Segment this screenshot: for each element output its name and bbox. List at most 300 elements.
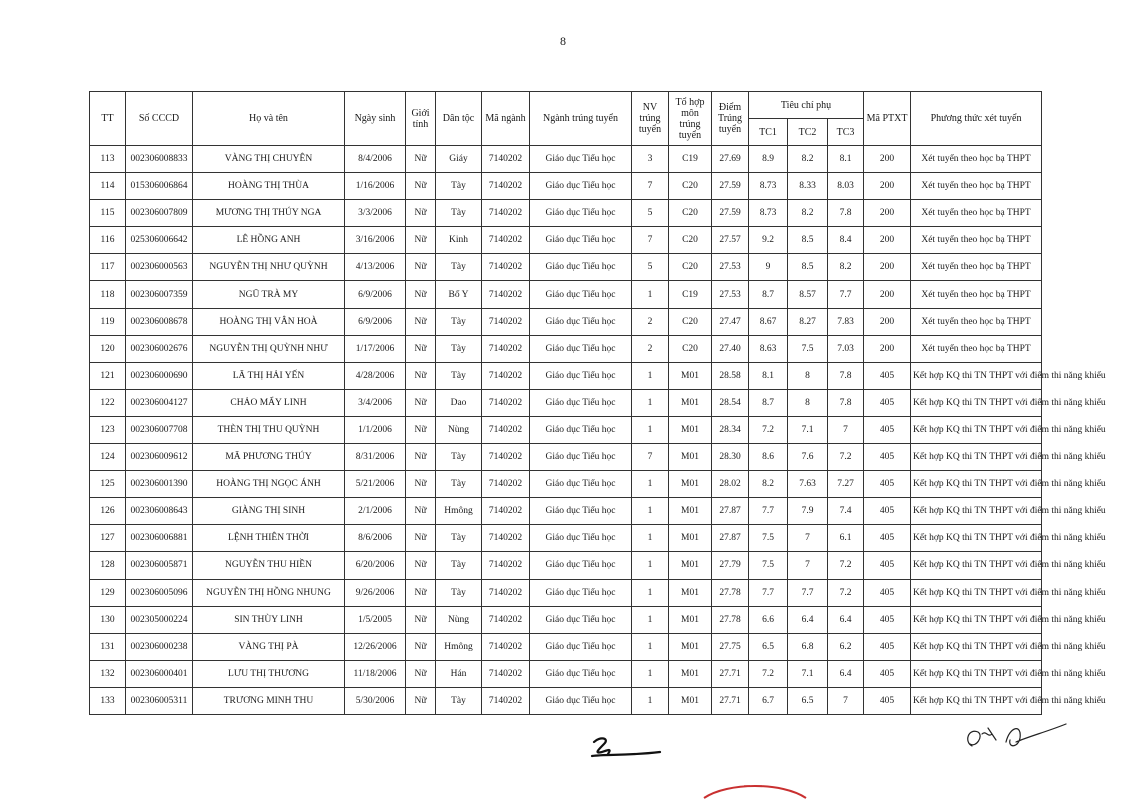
cell-code: 7140202 [482,281,530,308]
table-row [90,308,1042,335]
cell-cccd: 002306008643 [126,498,193,525]
cell-code: 7140202 [482,552,530,579]
cell-tc1: 8.1 [749,362,788,389]
cell-nv: 1 [632,660,669,687]
table-row [90,335,1042,362]
cell-cccd: 002306000401 [126,660,193,687]
header-tc1: TC1 [749,119,788,146]
cell-tc3: 8.2 [828,254,864,281]
cell-method: Kết hợp KQ thi TN THPT với điểm thi năng khiếu [911,633,1042,660]
cell-combo: M01 [669,389,712,416]
cell-combo: M01 [669,471,712,498]
cell-combo: C20 [669,335,712,362]
cell-tt: 127 [90,525,126,552]
cell-name: HOÀNG THỊ THÙA [193,173,345,200]
cell-nv: 1 [632,362,669,389]
cell-tc1: 9 [749,254,788,281]
cell-score: 27.53 [712,281,749,308]
cell-tc1: 8.6 [749,444,788,471]
cell-ptxt: 405 [864,687,911,714]
cell-nv: 2 [632,335,669,362]
cell-code: 7140202 [482,416,530,443]
cell-major: Giáo dục Tiểu học [530,362,632,389]
cell-dob: 6/20/2006 [345,552,406,579]
signature-left [586,734,666,768]
cell-name: HOÀNG THỊ VÂN HOÀ [193,308,345,335]
cell-tc3: 7.27 [828,471,864,498]
cell-major: Giáo dục Tiểu học [530,308,632,335]
cell-dob: 9/26/2006 [345,579,406,606]
cell-tc2: 8 [788,362,828,389]
table-row [90,200,1042,227]
cell-score: 27.75 [712,633,749,660]
cell-score: 28.30 [712,444,749,471]
cell-tc3: 8.03 [828,173,864,200]
cell-method: Kết hợp KQ thi TN THPT với điểm thi năng khiếu [911,687,1042,714]
cell-major: Giáo dục Tiểu học [530,579,632,606]
cell-eth: Kinh [436,227,482,254]
cell-nv: 7 [632,173,669,200]
cell-gender: Nữ [406,389,436,416]
cell-combo: M01 [669,444,712,471]
cell-cccd: 002306007708 [126,416,193,443]
cell-dob: 3/16/2006 [345,227,406,254]
cell-major: Giáo dục Tiểu học [530,633,632,660]
cell-name: LƯU THỊ THƯƠNG [193,660,345,687]
cell-cccd: 002305000224 [126,606,193,633]
cell-cccd: 002306006881 [126,525,193,552]
cell-dob: 4/13/2006 [345,254,406,281]
cell-major: Giáo dục Tiểu học [530,254,632,281]
cell-dob: 11/18/2006 [345,660,406,687]
cell-dob: 1/17/2006 [345,335,406,362]
cell-code: 7140202 [482,687,530,714]
cell-eth: Tày [436,308,482,335]
cell-tc3: 6.4 [828,606,864,633]
cell-eth: Tày [436,362,482,389]
cell-combo: C20 [669,173,712,200]
table-row [90,579,1042,606]
cell-tt: 119 [90,308,126,335]
cell-cccd: 002306001390 [126,471,193,498]
cell-cccd: 002306004127 [126,389,193,416]
cell-tc3: 7.83 [828,308,864,335]
cell-eth: Tày [436,579,482,606]
cell-method: Kết hợp KQ thi TN THPT với điểm thi năng khiếu [911,525,1042,552]
cell-name: NGŨ TRÀ MY [193,281,345,308]
cell-major: Giáo dục Tiểu học [530,525,632,552]
table-row [90,444,1042,471]
cell-method: Xét tuyển theo học bạ THPT [911,254,1042,281]
cell-ptxt: 405 [864,471,911,498]
cell-name: VÀNG THỊ CHUYÊN [193,146,345,173]
cell-score: 28.58 [712,362,749,389]
table-row [90,416,1042,443]
cell-code: 7140202 [482,146,530,173]
cell-tc1: 7.7 [749,498,788,525]
cell-method: Kết hợp KQ thi TN THPT với điểm thi năng khiếu [911,416,1042,443]
cell-score: 27.78 [712,579,749,606]
cell-tc1: 7.5 [749,525,788,552]
cell-nv: 5 [632,200,669,227]
header-combo: Tổ hợp môn trúng tuyển [669,92,712,146]
cell-method: Kết hợp KQ thi TN THPT với điểm thi năng khiếu [911,660,1042,687]
cell-gender: Nữ [406,660,436,687]
cell-major: Giáo dục Tiểu học [530,173,632,200]
cell-combo: M01 [669,606,712,633]
cell-nv: 1 [632,525,669,552]
header-cccd: Số CCCD [126,92,193,146]
cell-combo: M01 [669,633,712,660]
cell-dob: 2/1/2006 [345,498,406,525]
cell-name: NGUYỄN THỊ HỒNG NHUNG [193,579,345,606]
cell-tc1: 6.7 [749,687,788,714]
cell-code: 7140202 [482,227,530,254]
header-major-code: Mã ngành [482,92,530,146]
cell-eth: Hán [436,660,482,687]
cell-major: Giáo dục Tiểu học [530,281,632,308]
cell-tc2: 7.5 [788,335,828,362]
cell-code: 7140202 [482,525,530,552]
cell-major: Giáo dục Tiểu học [530,416,632,443]
signature-right [958,716,1070,756]
cell-ptxt: 200 [864,281,911,308]
cell-code: 7140202 [482,254,530,281]
cell-dob: 4/28/2006 [345,362,406,389]
cell-tc2: 7.6 [788,444,828,471]
cell-ptxt: 405 [864,606,911,633]
cell-cccd: 002306000563 [126,254,193,281]
cell-code: 7140202 [482,444,530,471]
cell-tc1: 8.9 [749,146,788,173]
cell-method: Xét tuyển theo học bạ THPT [911,227,1042,254]
cell-method: Kết hợp KQ thi TN THPT với điểm thi năng khiếu [911,389,1042,416]
cell-cccd: 002306005871 [126,552,193,579]
cell-ptxt: 405 [864,660,911,687]
cell-dob: 3/4/2006 [345,389,406,416]
cell-score: 27.47 [712,308,749,335]
cell-tc3: 8.1 [828,146,864,173]
cell-dob: 1/5/2005 [345,606,406,633]
cell-tt: 122 [90,389,126,416]
cell-eth: Tày [436,444,482,471]
table-row [90,146,1042,173]
cell-tt: 130 [90,606,126,633]
cell-score: 27.71 [712,687,749,714]
admission-table [89,91,1106,715]
cell-nv: 1 [632,633,669,660]
table-row [90,471,1042,498]
cell-dob: 6/9/2006 [345,308,406,335]
cell-code: 7140202 [482,660,530,687]
cell-name: HOÀNG THỊ NGỌC ÁNH [193,471,345,498]
cell-cccd: 002306007809 [126,200,193,227]
cell-eth: Bố Y [436,281,482,308]
cell-name: CHẢO MẨY LINH [193,389,345,416]
cell-ptxt: 200 [864,227,911,254]
cell-tc2: 7.9 [788,498,828,525]
cell-eth: Tày [436,173,482,200]
cell-tc1: 7.2 [749,660,788,687]
cell-eth: Dao [436,389,482,416]
cell-method: Kết hợp KQ thi TN THPT với điểm thi năng khiếu [911,498,1042,525]
cell-tc3: 7 [828,416,864,443]
cell-tc2: 8.33 [788,173,828,200]
cell-dob: 8/6/2006 [345,525,406,552]
cell-eth: Tày [436,687,482,714]
cell-ptxt: 405 [864,633,911,660]
table-row [90,498,1042,525]
header-ptxt: Mã PTXT [864,92,911,146]
cell-name: LÊ HỒNG ANH [193,227,345,254]
cell-gender: Nữ [406,200,436,227]
cell-combo: M01 [669,525,712,552]
cell-score: 27.69 [712,146,749,173]
cell-tt: 114 [90,173,126,200]
cell-cccd: 002306005096 [126,579,193,606]
cell-tt: 131 [90,633,126,660]
cell-score: 27.78 [712,606,749,633]
cell-dob: 5/21/2006 [345,471,406,498]
cell-gender: Nữ [406,471,436,498]
table-row [90,606,1042,633]
cell-method: Kết hợp KQ thi TN THPT với điểm thi năng khiếu [911,606,1042,633]
header-tt: TT [90,92,126,146]
cell-eth: Nùng [436,606,482,633]
cell-major: Giáo dục Tiểu học [530,660,632,687]
cell-tc3: 7.8 [828,200,864,227]
cell-gender: Nữ [406,444,436,471]
cell-name: TRƯƠNG MINH THU [193,687,345,714]
cell-tt: 128 [90,552,126,579]
cell-dob: 8/31/2006 [345,444,406,471]
cell-tc1: 9.2 [749,227,788,254]
cell-ptxt: 405 [864,444,911,471]
cell-ptxt: 405 [864,362,911,389]
cell-tt: 115 [90,200,126,227]
cell-eth: Tày [436,254,482,281]
cell-score: 28.34 [712,416,749,443]
cell-combo: M01 [669,498,712,525]
cell-code: 7140202 [482,579,530,606]
cell-gender: Nữ [406,552,436,579]
cell-gender: Nữ [406,362,436,389]
cell-gender: Nữ [406,281,436,308]
header-major-name: Ngành trúng tuyển [530,92,632,146]
header-ethnicity: Dân tộc [436,92,482,146]
table-row [90,362,1042,389]
cell-tc3: 6.2 [828,633,864,660]
cell-gender: Nữ [406,173,436,200]
cell-gender: Nữ [406,579,436,606]
cell-major: Giáo dục Tiểu học [530,471,632,498]
cell-tt: 132 [90,660,126,687]
cell-score: 27.87 [712,498,749,525]
cell-tc2: 7.63 [788,471,828,498]
cell-nv: 1 [632,281,669,308]
cell-eth: Hmông [436,498,482,525]
header-criteria: Tiêu chí phụ [749,92,864,119]
cell-score: 27.79 [712,552,749,579]
cell-dob: 8/4/2006 [345,146,406,173]
cell-major: Giáo dục Tiểu học [530,200,632,227]
cell-cccd: 002306000690 [126,362,193,389]
cell-tc3: 8.4 [828,227,864,254]
cell-tc2: 6.8 [788,633,828,660]
cell-tc2: 7 [788,552,828,579]
cell-nv: 1 [632,471,669,498]
header-gender: Giới tính [406,92,436,146]
cell-gender: Nữ [406,308,436,335]
cell-combo: M01 [669,579,712,606]
cell-method: Kết hợp KQ thi TN THPT với điểm thi năng khiếu [911,579,1042,606]
page-number: 8 [560,34,566,48]
cell-gender: Nữ [406,687,436,714]
cell-nv: 1 [632,498,669,525]
cell-score: 28.02 [712,471,749,498]
cell-ptxt: 405 [864,552,911,579]
cell-gender: Nữ [406,227,436,254]
cell-cccd: 002306002676 [126,335,193,362]
cell-dob: 5/30/2006 [345,687,406,714]
cell-name: VÀNG THỊ PÀ [193,633,345,660]
cell-gender: Nữ [406,416,436,443]
cell-eth: Tày [436,200,482,227]
cell-name: THÈN THỊ THU QUỲNH [193,416,345,443]
cell-tc3: 6.1 [828,525,864,552]
cell-code: 7140202 [482,498,530,525]
cell-dob: 1/1/2006 [345,416,406,443]
cell-code: 7140202 [482,308,530,335]
cell-cccd: 002306005311 [126,687,193,714]
cell-tc2: 6.5 [788,687,828,714]
cell-score: 27.71 [712,660,749,687]
cell-name: SIN THÙY LINH [193,606,345,633]
cell-gender: Nữ [406,146,436,173]
cell-tc2: 6.4 [788,606,828,633]
cell-combo: C20 [669,227,712,254]
cell-tc2: 7 [788,525,828,552]
cell-major: Giáo dục Tiểu học [530,498,632,525]
cell-code: 7140202 [482,389,530,416]
cell-tc3: 7.2 [828,579,864,606]
cell-eth: Giáy [436,146,482,173]
cell-code: 7140202 [482,200,530,227]
cell-cccd: 002306009612 [126,444,193,471]
cell-name: LÃ THỊ HẢI YẾN [193,362,345,389]
cell-tt: 125 [90,471,126,498]
cell-name: MƯƠNG THỊ THÚY NGA [193,200,345,227]
cell-tc2: 8.2 [788,146,828,173]
cell-tt: 126 [90,498,126,525]
cell-code: 7140202 [482,606,530,633]
cell-ptxt: 405 [864,525,911,552]
cell-gender: Nữ [406,335,436,362]
cell-method: Xét tuyển theo học bạ THPT [911,281,1042,308]
cell-tc2: 8.57 [788,281,828,308]
cell-method: Xét tuyển theo học bạ THPT [911,146,1042,173]
header-tc3: TC3 [828,119,864,146]
cell-major: Giáo dục Tiểu học [530,552,632,579]
cell-tt: 120 [90,335,126,362]
cell-combo: M01 [669,416,712,443]
cell-tt: 123 [90,416,126,443]
table-row [90,552,1042,579]
cell-eth: Tày [436,471,482,498]
cell-score: 27.59 [712,173,749,200]
cell-tc3: 7.7 [828,281,864,308]
cell-tc2: 8.2 [788,200,828,227]
cell-tc1: 7.7 [749,579,788,606]
cell-score: 27.57 [712,227,749,254]
cell-tc2: 8.5 [788,227,828,254]
cell-gender: Nữ [406,525,436,552]
cell-nv: 1 [632,606,669,633]
cell-tt: 113 [90,146,126,173]
cell-tc3: 7.03 [828,335,864,362]
table-row [90,389,1042,416]
cell-cccd: 025306006642 [126,227,193,254]
cell-score: 28.54 [712,389,749,416]
cell-nv: 7 [632,227,669,254]
cell-tc1: 6.6 [749,606,788,633]
cell-nv: 1 [632,416,669,443]
cell-gender: Nữ [406,606,436,633]
cell-tc2: 7.7 [788,579,828,606]
cell-major: Giáo dục Tiểu học [530,389,632,416]
cell-tc1: 8.63 [749,335,788,362]
cell-method: Xét tuyển theo học bạ THPT [911,173,1042,200]
cell-tc3: 7.2 [828,552,864,579]
header-nv: NV trúng tuyển [632,92,669,146]
cell-combo: C19 [669,281,712,308]
cell-nv: 5 [632,254,669,281]
cell-tt: 116 [90,227,126,254]
cell-ptxt: 405 [864,498,911,525]
cell-nv: 1 [632,552,669,579]
cell-tc1: 6.5 [749,633,788,660]
cell-eth: Tày [436,335,482,362]
cell-major: Giáo dục Tiểu học [530,227,632,254]
cell-name: MÃ PHƯƠNG THÚY [193,444,345,471]
cell-nv: 1 [632,687,669,714]
cell-eth: Nùng [436,416,482,443]
cell-ptxt: 200 [864,146,911,173]
cell-ptxt: 200 [864,200,911,227]
table-row [90,281,1042,308]
cell-tc2: 8 [788,389,828,416]
cell-tc3: 7 [828,687,864,714]
cell-combo: C20 [669,254,712,281]
cell-tt: 117 [90,254,126,281]
table-row [90,227,1042,254]
cell-tc1: 8.67 [749,308,788,335]
cell-code: 7140202 [482,335,530,362]
cell-tc1: 8.2 [749,471,788,498]
header-name: Họ và tên [193,92,345,146]
cell-major: Giáo dục Tiểu học [530,335,632,362]
cell-method: Kết hợp KQ thi TN THPT với điểm thi năng khiếu [911,471,1042,498]
cell-tc1: 8.73 [749,173,788,200]
cell-tt: 118 [90,281,126,308]
cell-nv: 3 [632,146,669,173]
header-score: Điểm Trúng tuyển [712,92,749,146]
cell-code: 7140202 [482,173,530,200]
cell-name: NGUYỄN THỊ QUỲNH NHƯ [193,335,345,362]
header-method: Phương thức xét tuyển [911,92,1042,146]
cell-code: 7140202 [482,362,530,389]
cell-dob: 12/26/2006 [345,633,406,660]
